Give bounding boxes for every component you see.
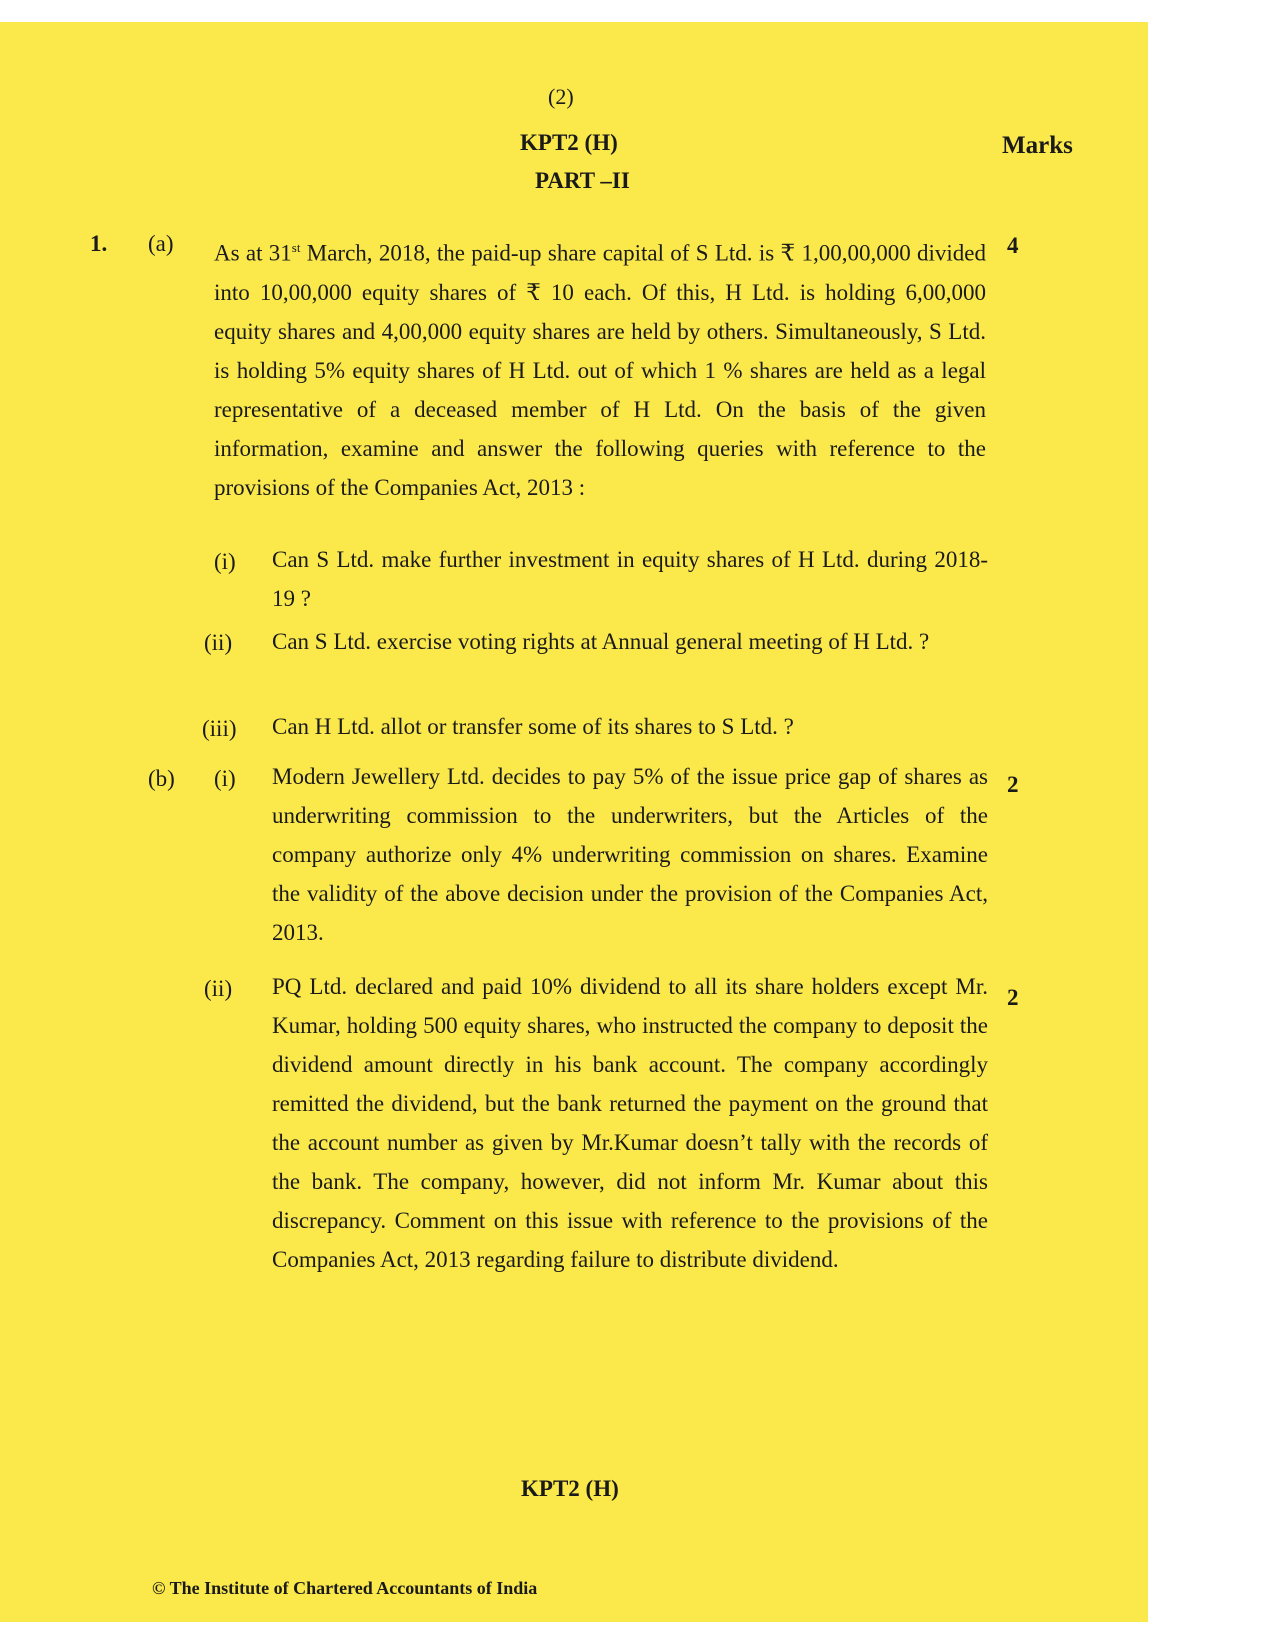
query-i-text: Can S Ltd. make further investment in equity shares of H Ltd. during 2018-19 ? (272, 547, 988, 611)
paper-code: KPT2 (H) (520, 130, 618, 155)
part-b-ii-label: (ii) (204, 976, 233, 1001)
question-b-label: (b) (148, 766, 175, 791)
question-a-text-start: As at 31 (214, 240, 292, 266)
query-iii-label: (iii) (202, 716, 237, 741)
part-b-i-marks: 2 (1007, 772, 1019, 797)
marks-heading: Marks (1002, 132, 1073, 159)
part-b-i-label: (i) (214, 766, 236, 791)
question-a-marks: 4 (1007, 233, 1019, 258)
query-ii-text: Can S Ltd. exercise voting rights at Annual general meeting of H Ltd. ? (272, 629, 930, 654)
page-number: (2) (548, 84, 574, 109)
ordinal-suffix: st (291, 240, 301, 255)
part-b-i-text: Modern Jewellery Ltd. decides to pay 5% of the issue price gap of shares as underwriting commission to the underwriters, but the Articles of the company authorize only 4% underwriting commission on shares. Examine the validity of the above decision under the provision of the Companies Act, 2013. (272, 764, 988, 945)
query-iii-text: Can H Ltd. allot or transfer some of its shares to S Ltd. ? (272, 714, 794, 739)
part-b-ii-text: PQ Ltd. declared and paid 10% dividend to all its share holders except Mr. Kumar, holding 500 equity shares, who instructed the company to deposit the dividend amount directly in his bank account. The company accordingly remitted the dividend, but the bank returned the payment on the ground that the account number as given by Mr.Kumar doesn’t tally with the records of the bank. The company, however, did not inform Mr. Kumar about this discrepancy. Comment on this issue with reference to the provisions of the Companies Act, 2013 regarding failure to distribute dividend. (272, 974, 988, 1272)
part-heading: PART –II (535, 168, 630, 193)
question-a-text (214, 228, 986, 507)
question-number: 1. (90, 231, 108, 256)
question-a-label: (a) (148, 231, 174, 256)
copyright-notice: © The Institute of Chartered Accountants of India (152, 1578, 538, 1598)
question-a-text-rest: March, 2018, the paid-up share capital of S Ltd. is ₹ 1,00,00,000 divided into 10,00,000 equity shares of ₹ 10 each. Of this, H Ltd. is holding 6,00,000 equity shares and 4,00,000 equity shares are held by others. Simultaneously, S Ltd. is holding 5% equity shares of H Ltd. out of which 1 % shares are held as a legal representative of a deceased member of H Ltd. On the basis of the given information, examine and answer the following queries with reference to the provisions of the Companies Act, 2013 : (214, 240, 986, 500)
query-ii-label: (ii) (204, 630, 233, 655)
part-b-ii-marks: 2 (1007, 985, 1019, 1010)
query-i-label: (i) (214, 549, 236, 574)
footer-paper-code: KPT2 (H) (521, 1476, 619, 1501)
